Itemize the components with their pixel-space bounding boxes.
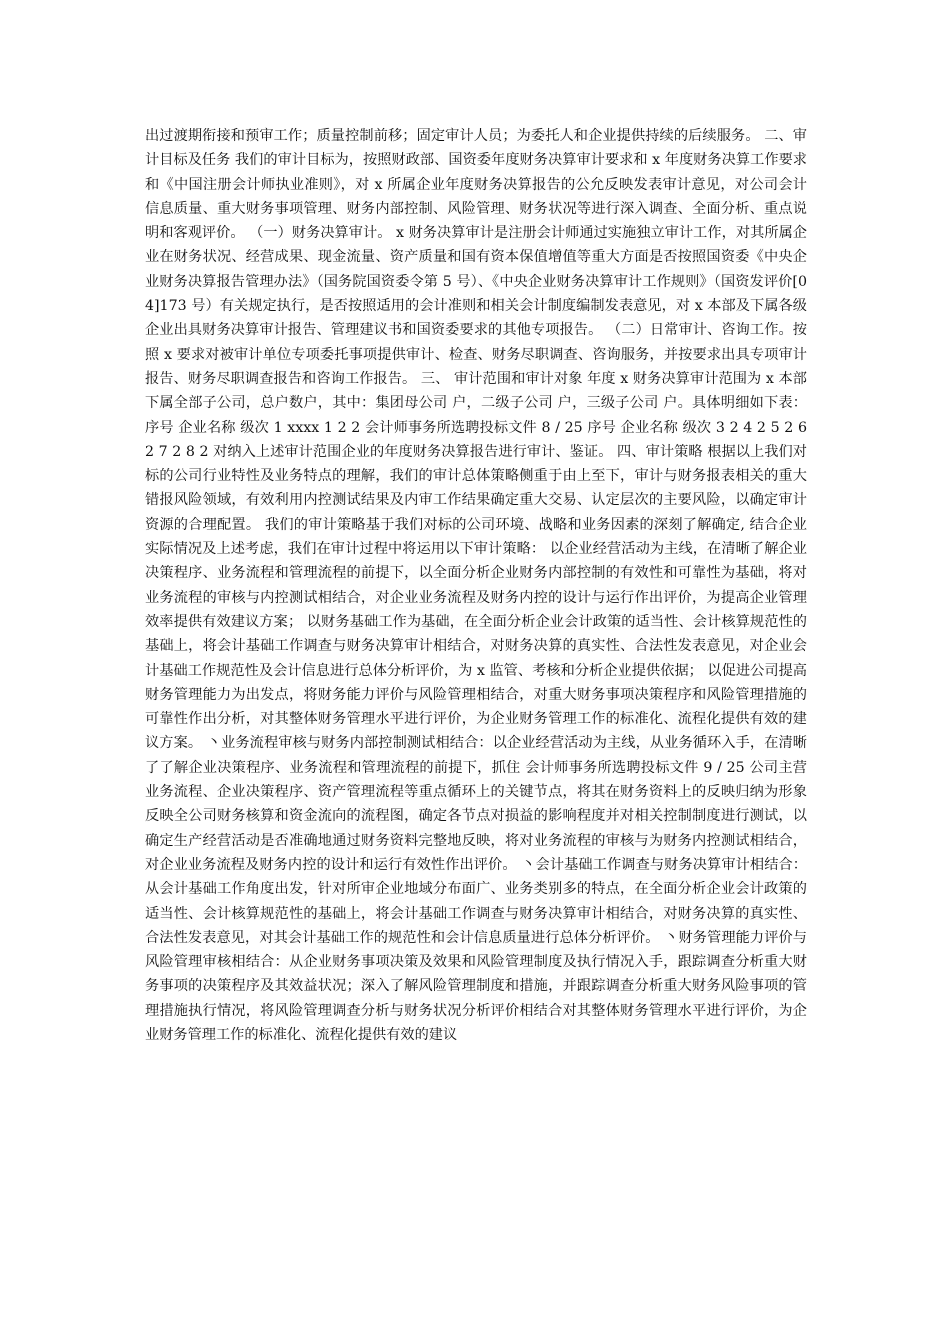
document-page	[145, 124, 807, 1047]
body-paragraph: 出过渡期衔接和预审工作；质量控制前移；固定审计人员；为委托人和企业提供持续的后续服务。 二、审计目标及任务 我们的审计目标为，按照财政部、国资委年度财务决算审计要求和 x 年度财务决算工作要求和《中国注册会计师执业准则》，对 x 所属企业年度财务决算报告的公允反映发表审计意见，对公司会计信息质量、重大财务事项管理、财务内部控制、风险管理、财务状况等进行深入调查、全面分析、重点说明和客观评价。 （一）财务决算审计。 x 财务决算审计是注册会计师通过实施独立审计工作，对其所属企业在财务状况、经营成果、现金流量、资产质量和国有资本保值增值等重大方面是否按照国资委《中央企业财务决算报告管理办法》（国务院国资委令第 5 号）、《中央企业财务决算审计工作规则》（国资发评价[04]173 号）有关规定执行，是否按照适用的会计准则和相关会计制度编制发表意见，对 x 本部及下属各级企业出具财务决算审计报告、管理建议书和国资委要求的其他专项报告。 （二）日常审计、咨询工作。按照 x 要求对被审计单位专项委托事项提供审计、检查、财务尽职调查、咨询服务，并按要求出具专项审计报告、财务尽职调查报告和咨询工作报告。 三、 审计范围和审计对象 年度 x 财务决算审计范围为 x 本部下属全部子公司，总户数户，其中：集团母公司 户，二级子公司 户，三级子公司 户。具体明细如下表： 序号 企业名称 级次 1 xxxx 1 2 2 会计师事务所选聘投标文件 8 / 25 序号 企业名称 级次 3 2 4 2 5 2 6 2 7 2 8 2 对纳入上述审计范围企业的年度财务决算报告进行审计、鉴证。 四、审计策略 根据以上我们对标的公司行业特性及业务特点的理解，我们的审计总体策略侧重于由上至下，审计与财务报表相关的重大错报风险领域，有效利用内控测试结果及内审工作结果确定重大交易、认定层次的主要风险，以确定审计资源的合理配置。 我们的审计策略基于我们对标的公司环境、战略和业务因素的深刻了解确定, 结合企业实际情况及上述考虑，我们在审计过程中将运用以下审计策略： 以企业经营活动为主线，在清晰了解企业决策程序、业务流程和管理流程的前提下，以全面分析企业财务内部控制的有效性和可靠性为基础，将对业务流程的审核与内控测试相结合，对企业业务流程及财务内控的设计与运行作出评价，为提高企业管理效率提供有效建议方案； 以财务基础工作为基础，在全面分析企业会计政策的适当性、会计核算规范性的基础上，将会计基础工作调查与财务决算审计相结合，对财务决算的真实性、合法性发表意见，对企业会计基础工作规范性及会计信息进行总体分析评价，为 x 监管、考核和分析企业提供依据； 以促进公司提高财务管理能力为出发点，将财务能力评价与风险管理相结合，对重大财务事项决策程序和风险管理措施的可靠性作出分析，对其整体财务管理水平进行评价，为企业财务管理工作的标准化、流程化提供有效的建议方案。 丶业务流程审核与财务内部控制测试相结合：以企业经营活动为主线，从业务循环入手，在清晰了了解企业决策程序、业务流程和管理流程的前提下，抓住 会计师事务所选聘投标文件 9 / 25 公司主营业务流程、企业决策程序、资产管理流程等重点循环上的关键节点，将其在财务资料上的反映归纳为形象反映全公司财务核算和资金流向的流程图，确定各节点对损益的影响程度并对相关控制制度进行测试，以确定生产经营活动是否准确地通过财务资料完整地反映，将对业务流程的审核与为财务内控测试相结合，对企业业务流程及财务内控的设计和运行有效性作出评价。 丶会计基础工作调查与财务决算审计相结合：从会计基础工作角度出发，针对所审企业地域分布面广、业务类别多的特点，在全面分析企业会计政策的适当性、会计核算规范性的基础上，将会计基础工作调查与财务决算审计相结合，对财务决算的真实性、合法性发表意见，对其会计基础工作的规范性和会计信息质量进行总体分析评价。 丶财务管理能力评价与风险管理审核相结合：从企业财务事项决策及效果和风险管理制度及执行情况入手，跟踪调查分析重大财务事项的决策程序及其效益状况；深入了解风险管理制度和措施，并跟踪调查分析重大财务风险事项的管理措施执行情况，将风险管理调查分析与财务状况分析评价相结合对其整体财务管理水平进行评价，为企业财务管理工作的标准化、流程化提供有效的建议	[145, 128, 807, 1043]
